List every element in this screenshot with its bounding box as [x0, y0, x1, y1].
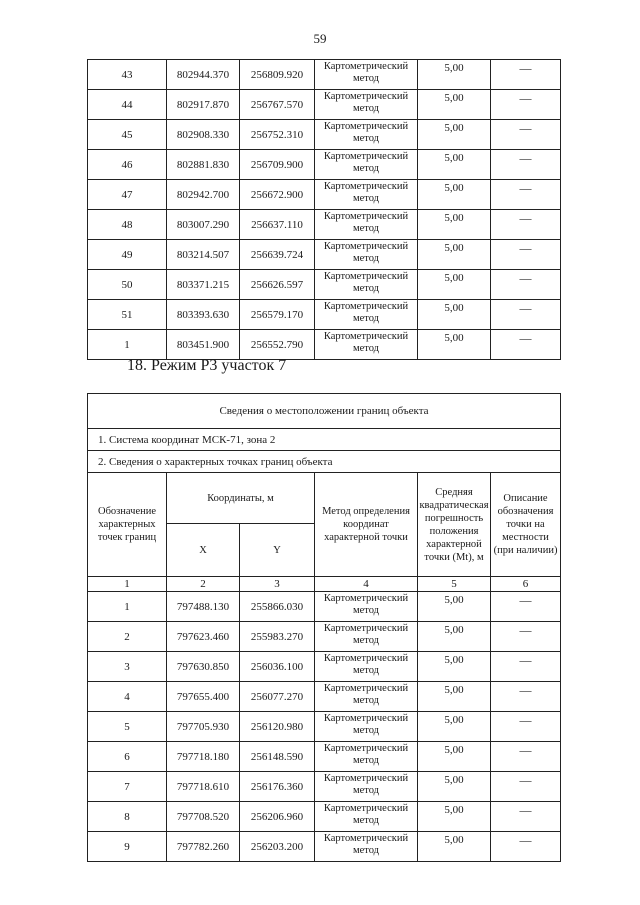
table-row	[88, 742, 561, 772]
table-row	[88, 120, 561, 150]
coord-x: 797488.130	[167, 592, 240, 622]
method-cell: Картометрический метод	[315, 210, 418, 240]
point-number: 45	[88, 120, 167, 150]
point-number: 3	[88, 652, 167, 682]
point-number: 47	[88, 180, 167, 210]
column-number: 6	[491, 577, 561, 592]
coord-y: 256120.980	[240, 712, 315, 742]
coord-y: 256767.570	[240, 90, 315, 120]
coord-x: 797655.400	[167, 682, 240, 712]
method-cell: Картометрический метод	[315, 742, 418, 772]
coord-y: 256639.724	[240, 240, 315, 270]
table-row	[88, 682, 561, 712]
description-cell: —	[491, 90, 561, 120]
table-row	[88, 210, 561, 240]
page-number: 59	[313, 31, 327, 46]
point-number: 43	[88, 60, 167, 90]
coord-y: 256036.100	[240, 652, 315, 682]
point-number: 8	[88, 802, 167, 832]
table-row	[88, 592, 561, 622]
table-row	[88, 330, 561, 360]
accuracy-cell: 5,00	[418, 772, 491, 802]
method-cell: Картометрический метод	[315, 802, 418, 832]
accuracy-cell: 5,00	[418, 742, 491, 772]
table-row	[88, 270, 561, 300]
accuracy-cell: 5,00	[418, 120, 491, 150]
accuracy-cell: 5,00	[418, 330, 491, 360]
method-cell: Картометрический метод	[315, 60, 418, 90]
point-number: 4	[88, 682, 167, 712]
accuracy-cell: 5,00	[418, 712, 491, 742]
accuracy-cell: 5,00	[418, 210, 491, 240]
description-cell: —	[491, 120, 561, 150]
accuracy-cell: 5,00	[418, 802, 491, 832]
coord-y: 256752.310	[240, 120, 315, 150]
point-number: 9	[88, 832, 167, 862]
column-number: 2	[167, 577, 240, 592]
method-cell: Картометрический метод	[315, 240, 418, 270]
coord-y: 256637.110	[240, 210, 315, 240]
header-y: Y	[240, 524, 315, 577]
point-number: 7	[88, 772, 167, 802]
header-accuracy: Средняя квадратическая погрешность положения характерной точки (Mt), м	[418, 473, 491, 577]
point-number: 1	[88, 330, 167, 360]
method-cell: Картометрический метод	[315, 120, 418, 150]
method-cell: Картометрический метод	[315, 652, 418, 682]
table-row	[88, 90, 561, 120]
description-cell: —	[491, 180, 561, 210]
description-cell: —	[491, 270, 561, 300]
coord-y: 256176.360	[240, 772, 315, 802]
coord-y: 256672.900	[240, 180, 315, 210]
header-method: Метод определения координат характерной точки	[315, 473, 418, 577]
accuracy-cell: 5,00	[418, 832, 491, 862]
coord-y: 256626.597	[240, 270, 315, 300]
coordinate-system-line: 1. Система координат МСК-71, зона 2	[88, 429, 561, 451]
table-row	[88, 772, 561, 802]
table-row	[88, 240, 561, 270]
table-row	[88, 60, 561, 90]
table-row	[88, 180, 561, 210]
accuracy-cell: 5,00	[418, 682, 491, 712]
header-x: X	[167, 524, 240, 577]
coord-x: 803371.215	[167, 270, 240, 300]
coord-y: 256579.170	[240, 300, 315, 330]
accuracy-cell: 5,00	[418, 150, 491, 180]
description-cell: —	[491, 622, 561, 652]
coord-x: 797782.260	[167, 832, 240, 862]
accuracy-cell: 5,00	[418, 60, 491, 90]
method-cell: Картометрический метод	[315, 832, 418, 862]
description-cell: —	[491, 652, 561, 682]
coord-x: 797718.180	[167, 742, 240, 772]
coord-x: 797630.850	[167, 652, 240, 682]
method-cell: Картометрический метод	[315, 180, 418, 210]
method-cell: Картометрический метод	[315, 772, 418, 802]
description-cell: —	[491, 802, 561, 832]
coord-x: 803451.900	[167, 330, 240, 360]
method-cell: Картометрический метод	[315, 90, 418, 120]
accuracy-cell: 5,00	[418, 90, 491, 120]
coord-x: 802917.870	[167, 90, 240, 120]
column-number: 4	[315, 577, 418, 592]
description-cell: —	[491, 742, 561, 772]
table-row	[88, 622, 561, 652]
coord-x: 797708.520	[167, 802, 240, 832]
coord-y: 256206.960	[240, 802, 315, 832]
method-cell: Картометрический метод	[315, 592, 418, 622]
coord-x: 803393.630	[167, 300, 240, 330]
accuracy-cell: 5,00	[418, 300, 491, 330]
coord-y: 256809.920	[240, 60, 315, 90]
description-cell: —	[491, 712, 561, 742]
method-cell: Картометрический метод	[315, 300, 418, 330]
points-info-line: 2. Сведения о характерных точках границ объекта	[88, 451, 561, 473]
coord-x: 797705.930	[167, 712, 240, 742]
accuracy-cell: 5,00	[418, 180, 491, 210]
coord-x: 802881.830	[167, 150, 240, 180]
accuracy-cell: 5,00	[418, 652, 491, 682]
method-cell: Картометрический метод	[315, 682, 418, 712]
coord-y: 256552.790	[240, 330, 315, 360]
point-number: 46	[88, 150, 167, 180]
description-cell: —	[491, 772, 561, 802]
coord-x: 802908.330	[167, 120, 240, 150]
accuracy-cell: 5,00	[418, 240, 491, 270]
description-cell: —	[491, 210, 561, 240]
method-cell: Картометрический метод	[315, 622, 418, 652]
accuracy-cell: 5,00	[418, 622, 491, 652]
point-number: 50	[88, 270, 167, 300]
table-row	[88, 300, 561, 330]
boundary-points-table	[87, 393, 561, 862]
description-cell: —	[491, 240, 561, 270]
point-number: 5	[88, 712, 167, 742]
column-number: 1	[88, 577, 167, 592]
coord-x: 802944.370	[167, 60, 240, 90]
description-cell: —	[491, 150, 561, 180]
description-cell: —	[491, 60, 561, 90]
header-coordinates: Координаты, м	[167, 473, 315, 524]
coord-x: 803214.507	[167, 240, 240, 270]
accuracy-cell: 5,00	[418, 270, 491, 300]
header-designation: Обозначение характерных точек границ	[88, 473, 167, 577]
method-cell: Картометрический метод	[315, 150, 418, 180]
table-title: Сведения о местоположении границ объекта	[88, 394, 561, 429]
description-cell: —	[491, 330, 561, 360]
point-number: 51	[88, 300, 167, 330]
description-cell: —	[491, 592, 561, 622]
table-row	[88, 150, 561, 180]
point-number: 49	[88, 240, 167, 270]
coord-y: 255983.270	[240, 622, 315, 652]
point-number: 6	[88, 742, 167, 772]
section-heading: 18. Режим Р3 участок 7	[127, 357, 287, 374]
method-cell: Картометрический метод	[315, 270, 418, 300]
description-cell: —	[491, 832, 561, 862]
table-row	[88, 802, 561, 832]
table-row	[88, 832, 561, 862]
coord-y: 256148.590	[240, 742, 315, 772]
coord-x: 803007.290	[167, 210, 240, 240]
table-row	[88, 652, 561, 682]
coord-y: 256709.900	[240, 150, 315, 180]
point-number: 2	[88, 622, 167, 652]
column-number: 3	[240, 577, 315, 592]
table-row	[88, 712, 561, 742]
points-table-continued	[87, 59, 561, 360]
accuracy-cell: 5,00	[418, 592, 491, 622]
method-cell: Картометрический метод	[315, 330, 418, 360]
header-description: Описание обозначения точки на местности (при наличии)	[491, 473, 561, 577]
point-number: 48	[88, 210, 167, 240]
description-cell: —	[491, 682, 561, 712]
column-number: 5	[418, 577, 491, 592]
description-cell: —	[491, 300, 561, 330]
coord-x: 797623.460	[167, 622, 240, 652]
coord-x: 802942.700	[167, 180, 240, 210]
point-number: 44	[88, 90, 167, 120]
coord-y: 256077.270	[240, 682, 315, 712]
method-cell: Картометрический метод	[315, 712, 418, 742]
coord-x: 797718.610	[167, 772, 240, 802]
coord-y: 256203.200	[240, 832, 315, 862]
point-number: 1	[88, 592, 167, 622]
coord-y: 255866.030	[240, 592, 315, 622]
